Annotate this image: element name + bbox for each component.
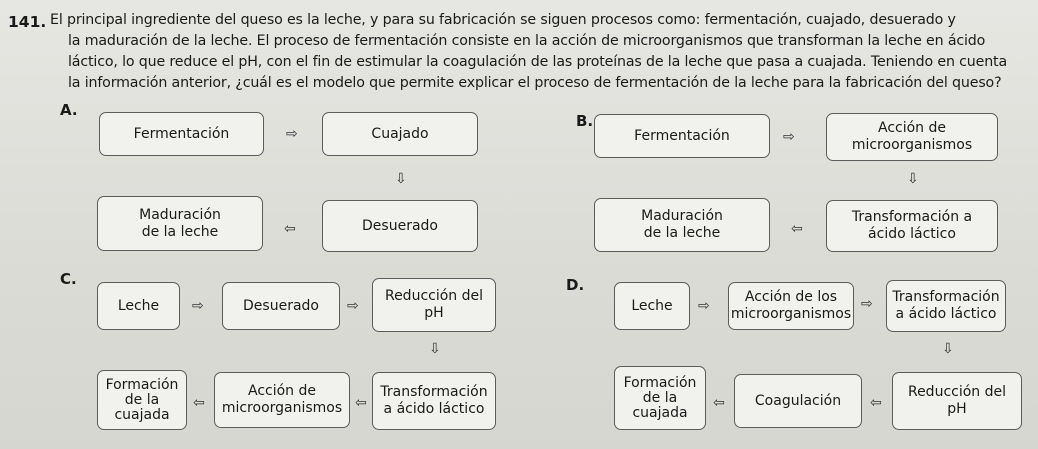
option-d-box-transformacion-acido-lactico: Transformación a ácido láctico [886, 280, 1006, 332]
option-a-label[interactable]: A. [60, 101, 78, 119]
question-line-1: El principal ingrediente del queso es la leche, y para su fabricación se siguen procesos como: fermentación, cuajado, desuerado y [50, 12, 956, 28]
option-d-box-leche: Leche [614, 282, 690, 330]
option-b-label[interactable]: B. [576, 112, 594, 130]
option-c-box-transformacion-acido-lactico: Transformación a ácido láctico [372, 372, 496, 430]
option-a-arrow-right: ⇨ [286, 126, 298, 142]
option-a-arrow-left: ⇦ [284, 221, 296, 237]
option-c-box-formacion-cuajada: Formación de la cuajada [97, 370, 187, 430]
option-b-box-accion-microorganismos: Acción de microorganismos [826, 113, 998, 161]
option-a-box-maduracion: Maduración de la leche [97, 196, 263, 251]
option-c-box-leche: Leche [97, 282, 180, 330]
option-c-arrow-right-2: ⇨ [347, 298, 359, 314]
question-line-3: láctico, lo que reduce el pH, con el fin de estimular la coagulación de las proteínas de la leche que pasa a cuajada. Teniendo en cuenta [68, 54, 1008, 70]
question-line-4: la información anterior, ¿cuál es el modelo que permite explicar el proceso de fermentación de la leche para la fabricación del queso? [68, 75, 1002, 91]
option-d-arrow-right-2: ⇨ [861, 296, 873, 312]
option-c-box-reduccion-ph: Reducción del pH [372, 278, 496, 332]
option-b-arrow-left: ⇦ [791, 221, 803, 237]
option-b-arrow-down: ⇩ [907, 171, 919, 187]
option-a-arrow-down: ⇩ [395, 171, 407, 187]
option-d-box-reduccion-ph: Reducción del pH [892, 372, 1022, 430]
option-b-arrow-right: ⇨ [783, 129, 795, 145]
option-b-box-transformacion-acido-lactico: Transformación a ácido láctico [826, 200, 998, 252]
question-line-2: la maduración de la leche. El proceso de fermentación consiste en la acción de microorganismos que transforman la leche en ácido [68, 33, 986, 49]
option-a-box-cuajado: Cuajado [322, 112, 478, 156]
option-c-arrow-left-1: ⇦ [193, 395, 205, 411]
option-c-box-accion-microorganismos: Acción de microorganismos [214, 372, 350, 428]
option-d-arrow-left-1: ⇦ [713, 395, 725, 411]
option-d-label[interactable]: D. [566, 276, 585, 294]
option-a-box-fermentacion: Fermentación [99, 112, 264, 156]
option-b-box-fermentacion: Fermentación [594, 114, 770, 158]
option-c-arrow-down: ⇩ [429, 341, 441, 357]
option-a-box-desuerado: Desuerado [322, 200, 478, 252]
option-c-label[interactable]: C. [60, 270, 77, 288]
option-c-box-desuerado: Desuerado [222, 282, 340, 330]
option-d-arrow-down: ⇩ [942, 341, 954, 357]
option-d-box-formacion-cuajada: Formación de la cuajada [614, 366, 706, 430]
option-d-arrow-right-1: ⇨ [698, 298, 710, 314]
option-c-arrow-left-2: ⇦ [355, 395, 367, 411]
option-b-box-maduracion: Maduración de la leche [594, 198, 770, 252]
option-d-box-coagulacion: Coagulación [734, 374, 862, 428]
question-number: 141. [8, 13, 47, 31]
option-d-arrow-left-2: ⇦ [870, 395, 882, 411]
option-c-arrow-right-1: ⇨ [192, 298, 204, 314]
option-d-box-accion-microorganismos: Acción de los microorganismos [728, 282, 854, 330]
